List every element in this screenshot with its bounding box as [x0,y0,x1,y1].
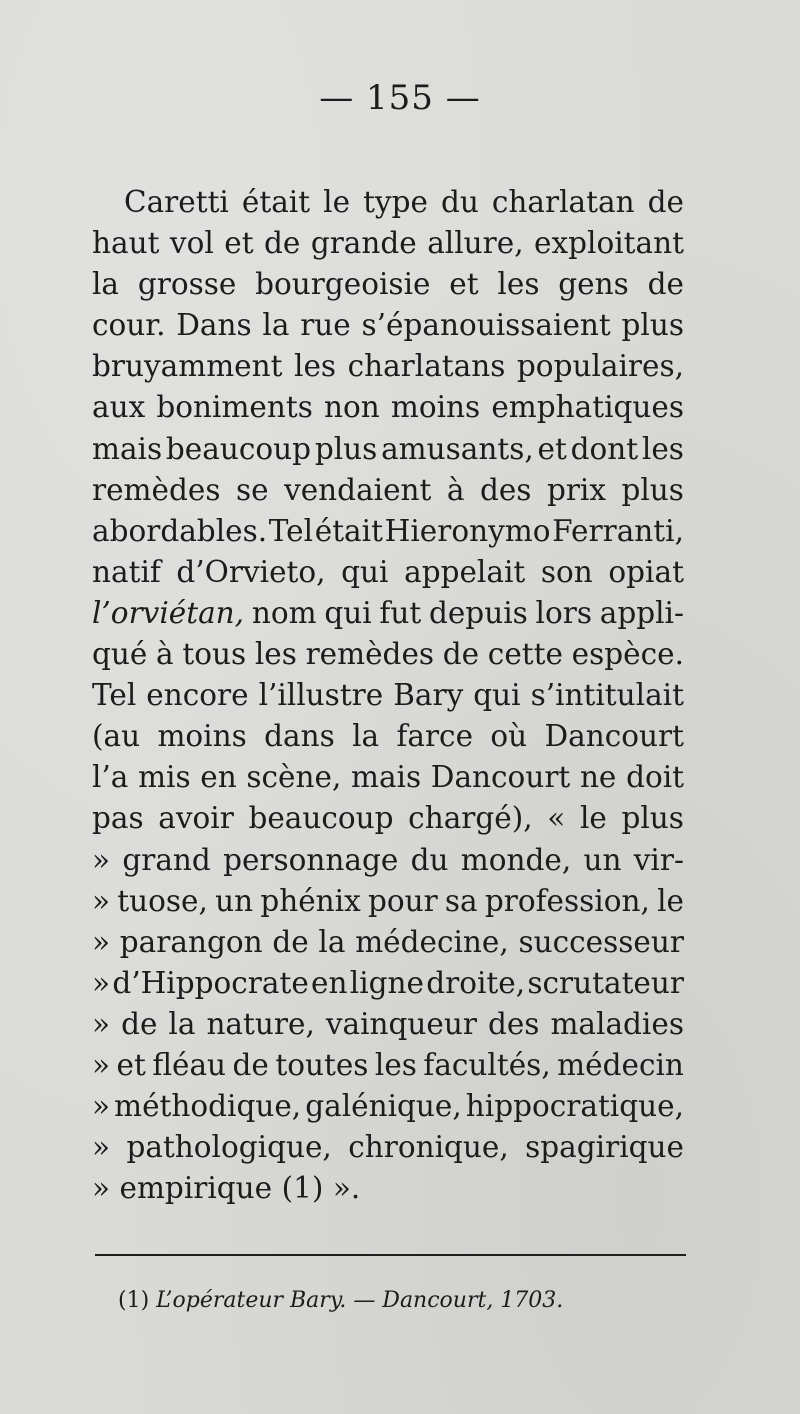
word: farce [396,719,474,754]
word: successeur [518,924,684,959]
word: pathologique, [126,1130,332,1165]
text-line [92,963,684,1004]
word: phénix [260,883,361,918]
word: des [487,1006,540,1041]
word: grande [310,226,417,261]
text-line [92,1004,684,1045]
word: Caretti [124,185,229,219]
word: Tel [268,513,314,548]
word: » [92,883,111,918]
word: gens [558,267,629,302]
word: galénique, [305,1089,462,1124]
text-line [92,593,684,634]
word: vainqueur [325,1006,477,1041]
word: amusants, [381,431,534,466]
word: à [156,637,174,672]
word: allure, [427,226,524,261]
footnote [118,1288,563,1313]
word: mais [351,760,422,795]
word: le [579,801,607,836]
text-line [92,552,684,593]
word: où [490,719,528,754]
word: Dancourt [430,760,571,795]
word: Dancourt [544,719,684,754]
word: plus [314,431,378,466]
word: fut [379,595,422,630]
word: s’intitulait [530,678,684,713]
word: espèce. [571,637,684,672]
word: appelait [404,554,526,589]
word: de [647,267,684,302]
page-number: — 155 — [319,78,481,118]
word: doit [626,760,684,795]
word: dans [264,719,335,754]
text-line [92,881,684,922]
word: était [314,513,383,548]
word: Ferranti, [552,513,684,548]
word: grand [122,842,211,877]
word: « [547,801,566,836]
word: de [272,924,309,959]
word: qué [92,637,148,672]
text-line [92,511,684,552]
word: et [537,431,567,466]
footnote-rule [95,1254,686,1256]
text-line [92,716,684,757]
word: ». [332,1171,361,1206]
word: plus [621,308,684,343]
word: droite, [426,965,526,1000]
text-line [92,1168,684,1209]
word: spagirique [525,1130,684,1165]
word: » [92,924,111,959]
word: de [647,185,684,219]
word: l’orviétan, [92,595,245,630]
word: ligne [349,965,424,1000]
word: prix [546,472,606,507]
word: chargé), [408,801,533,836]
word: chronique, [348,1130,509,1165]
word: des [479,472,532,507]
word: ne [579,760,617,795]
text-line [92,634,684,675]
word: cour. [92,308,166,343]
word: boniments [156,390,313,425]
text-line [92,470,684,511]
word: bruyamment [92,349,283,384]
text-line [92,1045,684,1086]
word: non [324,390,380,425]
word: » [92,1047,111,1082]
word: de [264,226,301,261]
word: facultés, [423,1047,551,1082]
word: et [116,1047,146,1082]
word: (au [92,719,141,754]
word: de [121,1006,158,1041]
word: lors [535,595,592,630]
word: la [262,308,290,343]
word: son [540,554,593,589]
word: le [323,185,351,219]
word: plus [621,801,684,836]
text-line [92,223,684,264]
word: » [92,1130,111,1165]
word: haut [92,226,160,261]
word: parangon [119,924,263,959]
word: remèdes [92,472,221,507]
text-line [92,346,684,387]
text-line [92,264,684,305]
word: Bary [393,678,464,713]
word: » [92,842,111,877]
word: opiat [608,554,684,589]
word: d’Hippocrate [112,965,309,1000]
word: et [224,226,254,261]
word: toutes [275,1047,369,1082]
word: du [440,185,479,219]
word: » [92,1089,111,1124]
word: nom [251,595,317,630]
word: scrutateur [527,965,684,1000]
word: appli- [599,595,684,630]
word: nature, [206,1006,315,1041]
word: charlatan [491,185,635,219]
word: s’épanouissaient [361,308,611,343]
word: la [318,924,346,959]
word: vol [169,226,214,261]
word: du [410,842,449,877]
word: natif [92,554,161,589]
word: beaucoup [165,431,312,466]
word: Hieronymo [384,513,551,548]
text-line [92,922,684,963]
word: l’illustre [258,678,384,713]
word: tuose, [117,883,208,918]
word: exploitant [534,226,684,261]
word: en [200,760,237,795]
word: médecine, [355,924,509,959]
word: un [215,883,254,918]
text-line [92,429,684,470]
word: » [92,965,111,1000]
word: depuis [428,595,528,630]
word: la [352,719,380,754]
word: pour [367,883,438,918]
word: la [168,1006,196,1041]
text-line [92,798,684,839]
word: beaucoup [248,801,394,836]
word: cette [487,637,563,672]
text-line [92,757,684,798]
word: maladies [550,1006,684,1041]
word: dont [570,431,639,466]
word: (1) [281,1171,324,1206]
word: rue [300,308,351,343]
text-line [92,840,684,881]
word: emphatiques [491,390,684,425]
word: grosse [137,267,237,302]
word: le [657,883,684,918]
word: les [294,349,337,384]
word: pas [92,801,144,836]
word: avoir [158,801,234,836]
word: type [363,185,428,219]
word: qui [473,678,521,713]
word: moins [157,719,247,754]
word: la [92,267,120,302]
word: l’a [92,760,129,795]
word: se [235,472,269,507]
word: les [641,431,684,466]
word: méthodique, [114,1089,302,1124]
word: plus [621,472,684,507]
word: de [442,637,480,672]
word: scène, [246,760,342,795]
word: hippocratique, [465,1089,684,1124]
word: mais [92,431,163,466]
word: remèdes [305,637,435,672]
word: moins [390,390,481,425]
text-line [92,182,684,223]
text-line [92,1086,684,1127]
word: monde, [460,842,572,877]
word: populaires, [516,349,684,384]
word: encore [146,678,249,713]
word: » [92,1006,111,1041]
word: charlatans [347,349,506,384]
word: les [374,1047,417,1082]
word: profession, [484,883,650,918]
word: personnage [223,842,399,877]
word: qui [324,595,372,630]
word: abordables. [92,513,268,548]
footnote-marker: (1) [118,1288,150,1313]
word: médecin [557,1047,684,1082]
word: aux [92,390,146,425]
text-line [92,675,684,716]
word: d’Orvieto, [176,554,326,589]
word: mis [138,760,191,795]
word: était [241,185,311,219]
word: Dans [176,308,252,343]
footnote-text: L’opérateur Bary. — Dancourt, 1703. [156,1288,564,1313]
text-line [92,305,684,346]
word: et [449,267,479,302]
word: Tel [92,678,137,713]
word: en [311,965,348,1000]
word: empirique [119,1171,273,1206]
word: de [232,1047,269,1082]
word: vendaient [284,472,432,507]
word: les [497,267,540,302]
word: sa [444,883,478,918]
text-line [92,1127,684,1168]
word: tous [182,637,247,672]
word: qui [341,554,389,589]
text-line [92,387,684,428]
word: un [583,842,622,877]
word: fléau [152,1047,227,1082]
word: les [254,637,297,672]
word: à [446,472,465,507]
word: bourgeoisie [255,267,431,302]
body-text [92,182,684,1209]
word: » [92,1171,111,1206]
word: vir- [633,842,684,877]
